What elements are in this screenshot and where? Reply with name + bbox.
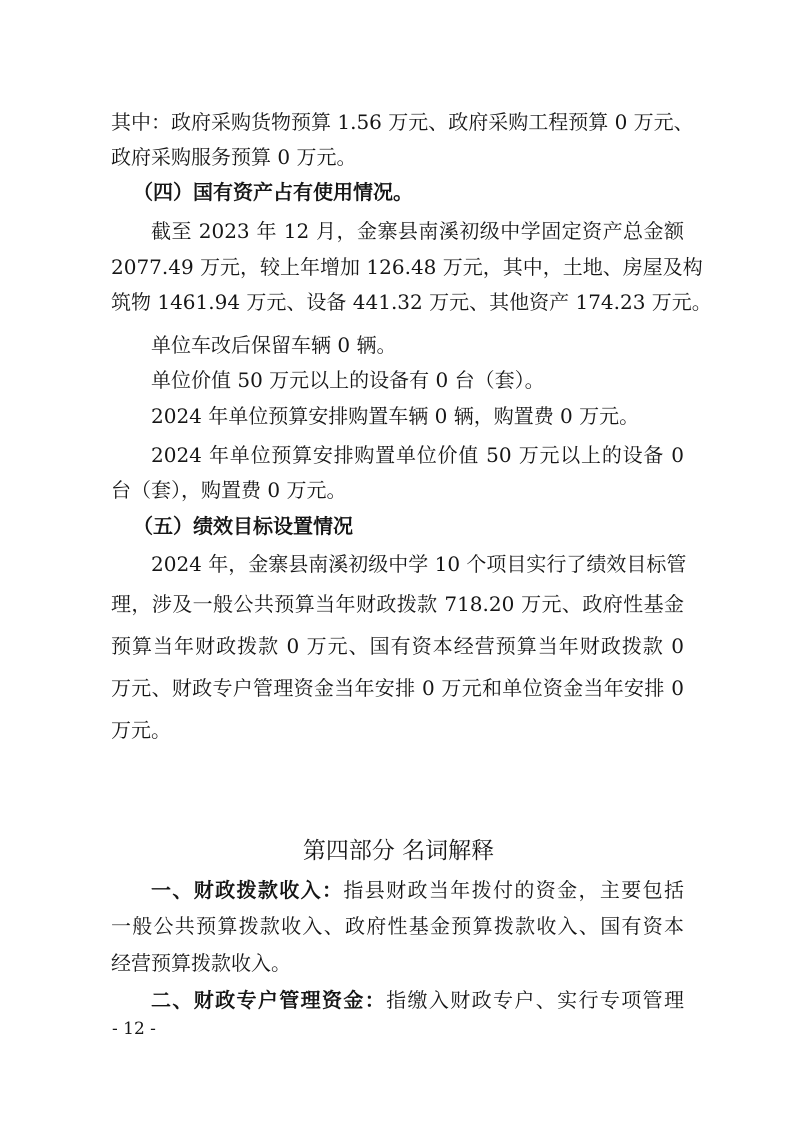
performance-line-4: 万元、财政专户管理资金当年安排 0 万元和单位资金当年安排 0 (111, 676, 684, 700)
page-number: - 12 - (112, 1019, 156, 1039)
assets-equipment-purchase-line-2: 台（套），购置费 0 万元。 (111, 478, 347, 502)
assets-equipment-purchase-line-1: 2024 年单位预算安排购置单位价值 50 万元以上的设备 0 (151, 443, 684, 467)
glossary-term-2-text: 指缴入财政专户、实行专项管理 (386, 988, 684, 1012)
assets-summary-line-3: 筑物 1461.94 万元、设备 441.32 万元、其他资产 174.23 万元。 (111, 290, 712, 314)
performance-line-3: 预算当年财政拨款 0 万元、国有资本经营预算当年财政拨款 0 (111, 634, 684, 658)
glossary-term-1-line-3: 经营预算拨款收入。 (111, 951, 291, 975)
glossary-term-1-label: 一、财政拨款收入： (151, 878, 344, 902)
performance-line-2: 理，涉及一般公共预算当年财政拨款 718.20 万元、政府性基金 (111, 592, 684, 616)
performance-line-1: 2024 年，金寨县南溪初级中学 10 个项目实行了绩效目标管 (151, 552, 687, 576)
procurement-line-1: 其中：政府采购货物预算 1.56 万元、政府采购工程预算 0 万元、 (111, 110, 694, 134)
glossary-term-2-label: 二、财政专户管理资金： (151, 988, 387, 1012)
assets-summary-line-2: 2077.49 万元，较上年增加 126.48 万元，其中，土地、房屋及构 (111, 255, 703, 279)
glossary-title: 第四部分 名词解释 (302, 838, 495, 864)
glossary-term-2-line-1 (151, 982, 684, 1018)
glossary-term-1-line-1 (151, 872, 684, 908)
glossary-term-1-line-2: 一般公共预算拨款收入、政府性基金预算拨款收入、国有资本 (111, 914, 684, 938)
assets-vehicle-purchase: 2024 年单位预算安排购置车辆 0 辆，购置费 0 万元。 (151, 404, 640, 428)
assets-heading: （四）国有资产占有使用情况。 (133, 180, 413, 204)
assets-equipment: 单位价值 50 万元以上的设备有 0 台（套）。 (151, 368, 545, 392)
assets-summary-line-1: 截至 2023 年 12 月，金寨县南溪初级中学固定资产总金额 (151, 219, 684, 243)
procurement-line-2: 政府采购服务预算 0 万元。 (111, 145, 357, 169)
glossary-term-1-text: 指县财政当年拨付的资金，主要包括 (343, 878, 684, 902)
assets-vehicles: 单位车改后保留车辆 0 辆。 (151, 333, 397, 357)
performance-line-5: 万元。 (111, 718, 171, 742)
performance-heading: （五）绩效目标设置情况 (133, 514, 353, 538)
